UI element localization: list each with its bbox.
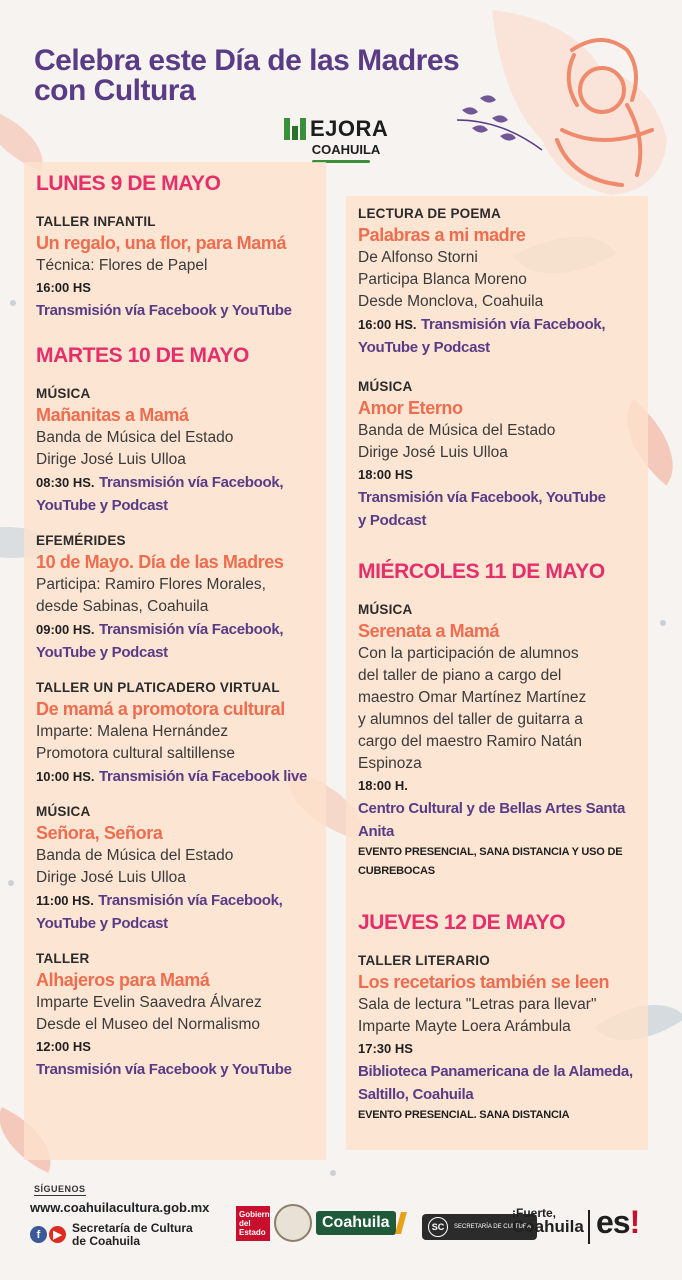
schedule-column-right <box>358 206 648 1141</box>
website-link[interactable]: www.coahuilacultura.gob.mx <box>30 1200 210 1215</box>
dot-decoration <box>660 620 666 626</box>
event-card <box>36 804 326 935</box>
event-card <box>36 386 326 517</box>
event-stream: YouTube y Podcast <box>36 497 168 514</box>
event-detail: Banda de Música del Estado <box>36 847 234 864</box>
dot-decoration <box>10 300 16 306</box>
event-detail: Participa Blanca Moreno <box>358 271 527 288</box>
event-category: MÚSICA <box>36 386 91 401</box>
event-time: 08:30 HS. <box>36 475 95 490</box>
gobierno-coahuila-logo <box>236 1204 404 1242</box>
event-title: Serenata a Mamá <box>358 621 500 641</box>
follow-label: SÍGUENOS <box>34 1184 86 1194</box>
event-detail: maestro Omar Martínez Martínez <box>358 689 587 706</box>
event-category: TALLER <box>36 951 90 966</box>
event-venue: Biblioteca Panamericana de la Alameda, <box>358 1063 633 1080</box>
day-heading: JUEVES 12 DE MAYO <box>358 911 566 934</box>
event-stream: Transmisión vía Facebook, <box>99 474 284 491</box>
event-detail: Banda de Música del Estado <box>36 429 234 446</box>
event-title: Alhajeros para Mamá <box>36 970 210 990</box>
event-detail: Espinoza <box>358 755 422 772</box>
event-stream: Transmisión vía Facebook, <box>98 892 283 909</box>
event-detail: Dirige José Luis Ulloa <box>36 451 186 468</box>
event-detail: Participa: Ramiro Flores Morales, <box>36 576 266 593</box>
event-category: EFEMÉRIDES <box>36 533 126 548</box>
event-stream: YouTube y Podcast <box>36 915 168 932</box>
event-card <box>36 533 326 664</box>
event-stream: Transmisión vía Facebook y YouTube <box>36 1061 292 1078</box>
day-heading: LUNES 9 DE MAYO <box>36 172 221 195</box>
event-card <box>36 951 326 1081</box>
event-detail: Dirige José Luis Ulloa <box>36 869 186 886</box>
event-title: Palabras a mi madre <box>358 225 526 245</box>
sc-mark: SC <box>428 1217 448 1237</box>
facebook-icon[interactable]: f <box>30 1226 47 1243</box>
gobierno-label: Gobierno del Estado <box>236 1206 270 1241</box>
event-stream: Transmisión vía Facebook live <box>99 768 308 785</box>
event-stream: YouTube y Podcast <box>36 644 168 661</box>
event-card <box>358 206 648 359</box>
event-category: TALLER LITERARIO <box>358 953 490 968</box>
event-title: 10 de Mayo. Día de las Madres <box>36 552 284 572</box>
event-category: MÚSICA <box>36 804 91 819</box>
event-time: 10:00 HS. <box>36 769 95 784</box>
event-title: De mamá a promotora cultural <box>36 699 285 719</box>
day-heading: MIÉRCOLES 11 DE MAYO <box>358 560 605 583</box>
event-detail: del taller de piano a cargo del <box>358 667 562 684</box>
event-detail: y alumnos del taller de guitarra a <box>358 711 583 728</box>
event-stream: Transmisión vía Facebook, YouTube <box>358 489 606 506</box>
event-category: TALLER UN PLATICADERO VIRTUAL <box>36 680 280 695</box>
mother-child-illustration <box>452 10 672 200</box>
secretaria-label: Secretaría de Cultura de Coahuila <box>72 1221 193 1248</box>
event-time: 18:00 H. <box>358 778 408 793</box>
event-detail: Con la participación de alumnos <box>358 645 579 662</box>
day-heading: MARTES 10 DE MAYO <box>36 344 249 367</box>
event-stream: y Podcast <box>358 512 427 529</box>
event-stream: YouTube y Podcast <box>358 339 490 356</box>
event-time: 16:00 HS <box>36 280 91 295</box>
dot-decoration <box>8 880 14 886</box>
sc-sub: SECRETARÍA DE CULTURA <box>454 1223 532 1230</box>
event-venue: Anita <box>358 823 395 840</box>
event-time: 16:00 HS. <box>358 317 417 332</box>
page-title: Celebra este Día de las Madres con Cultura <box>34 44 460 107</box>
logo-divider <box>588 1210 590 1244</box>
state-seal-icon <box>274 1204 312 1242</box>
event-detail: De Alfonso Storni <box>358 249 478 266</box>
event-title: Un regalo, una flor, para Mamá <box>36 233 287 253</box>
event-detail: Desde Monclova, Coahuila <box>358 293 544 310</box>
event-note: EVENTO PRESENCIAL, SANA DISTANCIA Y USO DE <box>358 846 623 858</box>
event-stream: Transmisión vía Facebook, <box>421 316 606 333</box>
event-card <box>36 214 326 322</box>
event-venue: Centro Cultural y de Bellas Artes Santa <box>358 800 625 817</box>
event-card <box>36 680 326 788</box>
event-card <box>358 379 648 532</box>
es-logo: es! <box>596 1204 640 1240</box>
footer <box>0 1180 682 1280</box>
event-detail: Banda de Música del Estado <box>358 422 556 439</box>
event-detail: cargo del maestro Ramiro Natán <box>358 733 582 750</box>
youtube-icon[interactable]: ▶ <box>49 1226 66 1243</box>
social-icons <box>30 1226 66 1243</box>
event-time: 12:00 HS <box>36 1039 91 1054</box>
event-card <box>358 602 648 881</box>
event-category: TALLER INFANTIL <box>36 214 156 229</box>
event-category: LECTURA DE POEMA <box>358 206 501 221</box>
event-detail: desde Sabinas, Coahuila <box>36 598 209 615</box>
event-title: Amor Eterno <box>358 398 463 418</box>
event-title: Mañanitas a Mamá <box>36 405 189 425</box>
event-detail: Dirige José Luis Ulloa <box>358 444 508 461</box>
event-category: MÚSICA <box>358 602 413 617</box>
event-time: 09:00 HS. <box>36 622 95 637</box>
event-time: 18:00 HS <box>358 467 413 482</box>
event-detail: Promotora cultural saltillense <box>36 745 236 762</box>
mejora-subtitle: COAHUILA <box>311 142 381 157</box>
event-detail: Imparte Evelin Saavedra Álvarez <box>36 994 262 1011</box>
fuerte-coahuila-logo: ¡Fuerte, Coahuila <box>512 1206 584 1236</box>
event-detail: Desde el Museo del Normalismo <box>36 1016 260 1033</box>
dot-decoration <box>330 1170 336 1176</box>
event-venue: Saltillo, Coahuila <box>358 1086 474 1103</box>
coahuila-wordmark: Coahuila <box>316 1211 396 1235</box>
event-stream: Transmisión vía Facebook, <box>99 621 284 638</box>
accent-bar <box>395 1212 407 1234</box>
event-title: Los recetarios también se leen <box>358 972 610 992</box>
event-stream: Transmisión vía Facebook y YouTube <box>36 302 292 319</box>
event-detail: Imparte: Malena Hernández <box>36 723 229 740</box>
event-card <box>358 953 648 1125</box>
event-note: EVENTO PRESENCIAL. SANA DISTANCIA <box>358 1109 570 1121</box>
event-detail: Sala de lectura "Letras para llevar" <box>358 996 597 1013</box>
event-detail: Imparte Mayte Loera Arámbula <box>358 1018 571 1035</box>
event-time: 17:30 HS <box>358 1041 413 1056</box>
event-time: 11:00 HS. <box>36 893 94 908</box>
mejora-wordmark: EJORA <box>310 116 389 141</box>
event-detail: Técnica: Flores de Papel <box>36 257 208 274</box>
m-logo-icon <box>284 118 308 140</box>
event-note: CUBREBOCAS <box>358 865 435 877</box>
event-category: MÚSICA <box>358 379 413 394</box>
schedule-column-left <box>36 172 326 1097</box>
event-title: Señora, Señora <box>36 823 163 843</box>
